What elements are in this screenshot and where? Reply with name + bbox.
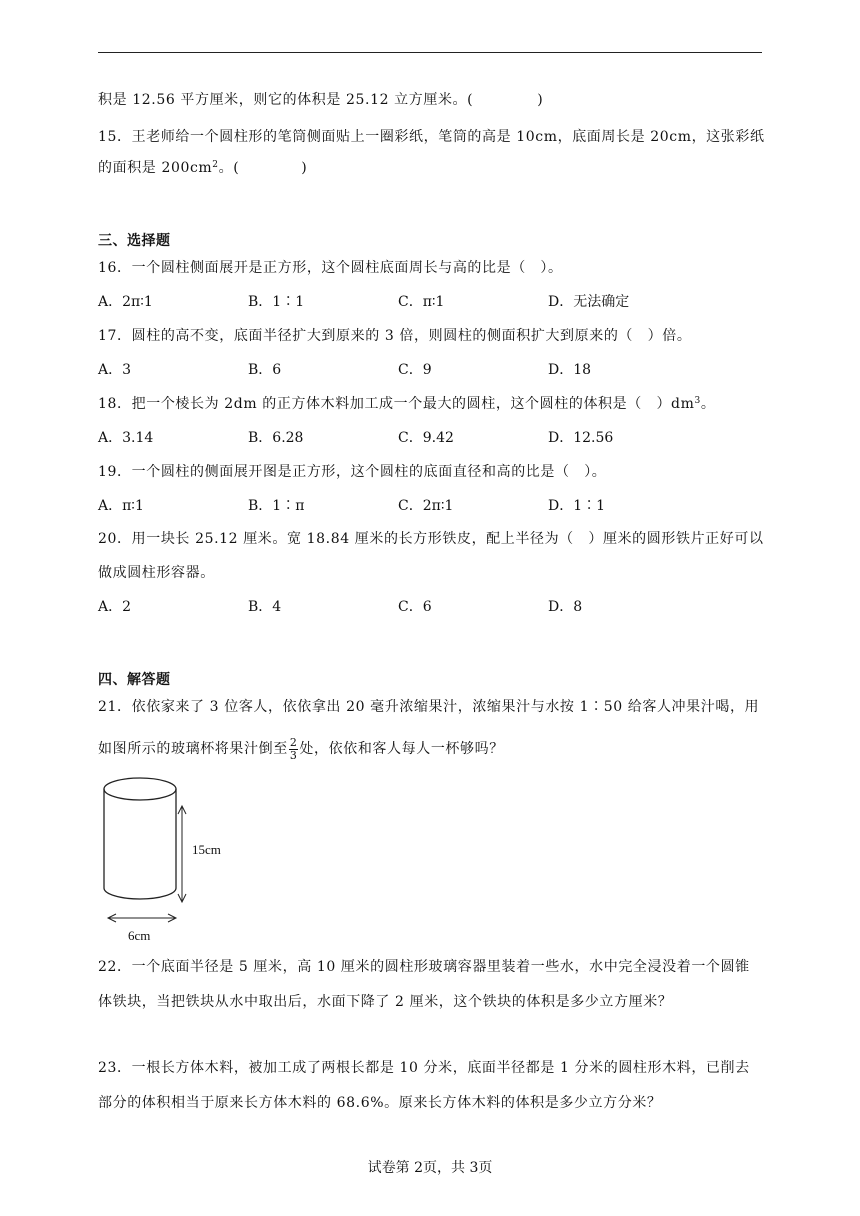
q14-close-paren: ) (537, 92, 544, 108)
q18-stem (98, 394, 715, 414)
q16-option-c: C．π∶1 (398, 294, 445, 310)
q17-option-b: B．6 (248, 362, 282, 378)
q21-line1: 21．依依家来了 3 位客人，依依拿出 20 毫升浓缩果汁，浓缩果汁与水按 1∶50 给客人冲果汁喝，用 (98, 699, 760, 715)
q23-line1: 23．一根长方体木料，被加工成了两根长都是 10 分米，底面半径都是 1 分米的圆柱形木料，已削去 (98, 1060, 750, 1076)
q15-line1: 15．王老师给一个圆柱形的笔筒侧面贴上一圈彩纸，笔筒的高是 10cm，底面周长是 20cm，这张彩纸 (98, 129, 765, 145)
q18-superscript: 3 (694, 396, 701, 406)
q22-line1: 22．一个底面半径是 5 厘米，高 10 厘米的圆柱形玻璃容器里装着一些水，水中完全浸没着一个圆锥 (98, 959, 750, 975)
q18-stem-a: 18．把一个棱长为 2dm 的正方体木料加工成一个最大的圆柱，这个圆柱的体积是（ ）dm (98, 396, 695, 412)
q14-tail-line (98, 90, 543, 110)
q15-line2-a: 的面积是 200cm (98, 160, 213, 176)
cylinder-top-ellipse (104, 778, 176, 800)
q22-line2: 体铁块，当把铁块从水中取出后，水面下降了 2 厘米，这个铁块的体积是多少立方厘米？ (98, 994, 673, 1010)
section-4-title: 四、解答题 (98, 672, 171, 688)
fraction-numerator: 2 (289, 735, 298, 749)
height-label: 15cm (192, 842, 221, 857)
q17-option-c: C．9 (398, 362, 432, 378)
q23-line2: 部分的体积相当于原来长方体木料的 68.6%。原来长方体木料的体积是多少立方分米？ (98, 1095, 662, 1111)
q15-superscript: 2 (212, 160, 219, 170)
q21-line2-b: 处，依依和客人每人一杯够吗？ (299, 741, 504, 757)
q15-line2-b: 。( (218, 160, 240, 176)
q16-option-b: B．1∶1 (248, 294, 305, 310)
q21-line2-a: 如图所示的玻璃杯将果汁倒至 (98, 741, 288, 757)
q18-option-a: A．3.14 (98, 430, 154, 446)
cylinder-glass-figure (96, 772, 266, 947)
fraction-two-thirds (289, 737, 299, 762)
q20-line2: 做成圆柱形容器。 (98, 565, 215, 581)
q20-option-d: D．8 (548, 599, 583, 615)
q15-line2 (98, 158, 307, 178)
cylinder-bottom-arc (104, 888, 176, 899)
q16-option-a: A．2π∶1 (98, 294, 153, 310)
q16-option-d: D．无法确定 (548, 294, 630, 310)
q19-option-d: D．1∶1 (548, 498, 606, 514)
q20-option-b: B．4 (248, 599, 282, 615)
q19-stem: 19．一个圆柱的侧面展开图是正方形，这个圆柱的底面直径和高的比是（ ）。 (98, 464, 607, 480)
q18-option-b: B．6.28 (248, 430, 304, 446)
fraction-denominator: 3 (289, 748, 298, 762)
q20-line1: 20．用一块长 25.12 厘米。宽 18.84 厘米的长方形铁皮，配上半径为（ ）厘米的圆形铁片正好可以 (98, 531, 764, 547)
q19-option-a: A．π∶1 (98, 498, 144, 514)
q17-option-a: A．3 (98, 362, 132, 378)
diameter-label: 6cm (128, 928, 151, 943)
q14-tail-text: 积是 12.56 平方厘米，则它的体积是 25.12 立方厘米。( (98, 92, 474, 108)
page-footer: 试卷第 2页，共 3页 (367, 1160, 493, 1176)
q15-close-paren: ) (301, 160, 308, 176)
q19-option-c: C．2π∶1 (398, 498, 454, 514)
q20-option-c: C．6 (398, 599, 432, 615)
header-rule (98, 52, 762, 53)
q16-stem: 16．一个圆柱侧面展开是正方形，这个圆柱底面周长与高的比是（ ）。 (98, 260, 563, 276)
section-3-title: 三、选择题 (98, 233, 171, 249)
q18-option-c: C．9.42 (398, 430, 454, 446)
q20-option-a: A．2 (98, 599, 132, 615)
q19-option-b: B．1∶π (248, 498, 305, 514)
q21-line2 (98, 735, 504, 763)
q18-stem-b: 。 (700, 396, 716, 412)
q18-option-d: D．12.56 (548, 430, 614, 446)
q17-option-d: D．18 (548, 362, 592, 378)
q17-stem: 17．圆柱的高不变，底面半径扩大到原来的 3 倍，则圆柱的侧面积扩大到原来的（ ）倍。 (98, 328, 692, 344)
